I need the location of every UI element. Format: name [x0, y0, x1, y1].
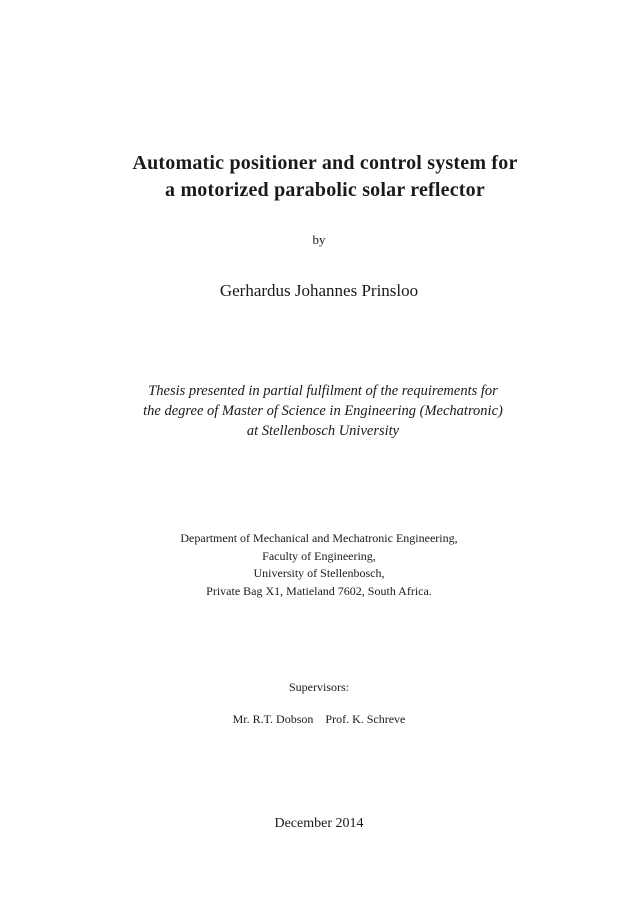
- thesis-statement-line-2: the degree of Master of Science in Engineering (Mechatronic): [143, 403, 503, 419]
- supervisors-names: [0, 711, 638, 727]
- submission-date: December 2014: [274, 816, 364, 831]
- supervisors-label: Supervisors:: [289, 680, 349, 694]
- department-line-1: Department of Mechanical and Mechatronic Engineering,: [180, 531, 458, 545]
- thesis-statement: [4, 381, 638, 441]
- supervisor-name: Prof. K. Schreve: [325, 712, 406, 726]
- thesis-title-line-2: a motorized parabolic solar reflector: [165, 179, 485, 201]
- thesis-statement-line-1: Thesis presented in partial fulfilment of the requirements for: [148, 383, 498, 399]
- author-name: Gerhardus Johannes Prinsloo: [219, 281, 419, 300]
- by-label: by: [312, 232, 326, 247]
- thesis-title: [6, 150, 638, 204]
- department-line-4: Private Bag X1, Matieland 7602, South Africa.: [206, 583, 432, 598]
- thesis-title-line-1: Automatic positioner and control system for: [132, 152, 518, 174]
- thesis-statement-line-3: at Stellenbosch University: [246, 423, 400, 439]
- department-line-3: University of Stellenbosch,: [253, 566, 385, 580]
- department-line-2: Faculty of Engineering,: [262, 548, 376, 563]
- supervisor-name: Mr. R.T. Dobson: [232, 712, 314, 726]
- department-address: [0, 530, 638, 600]
